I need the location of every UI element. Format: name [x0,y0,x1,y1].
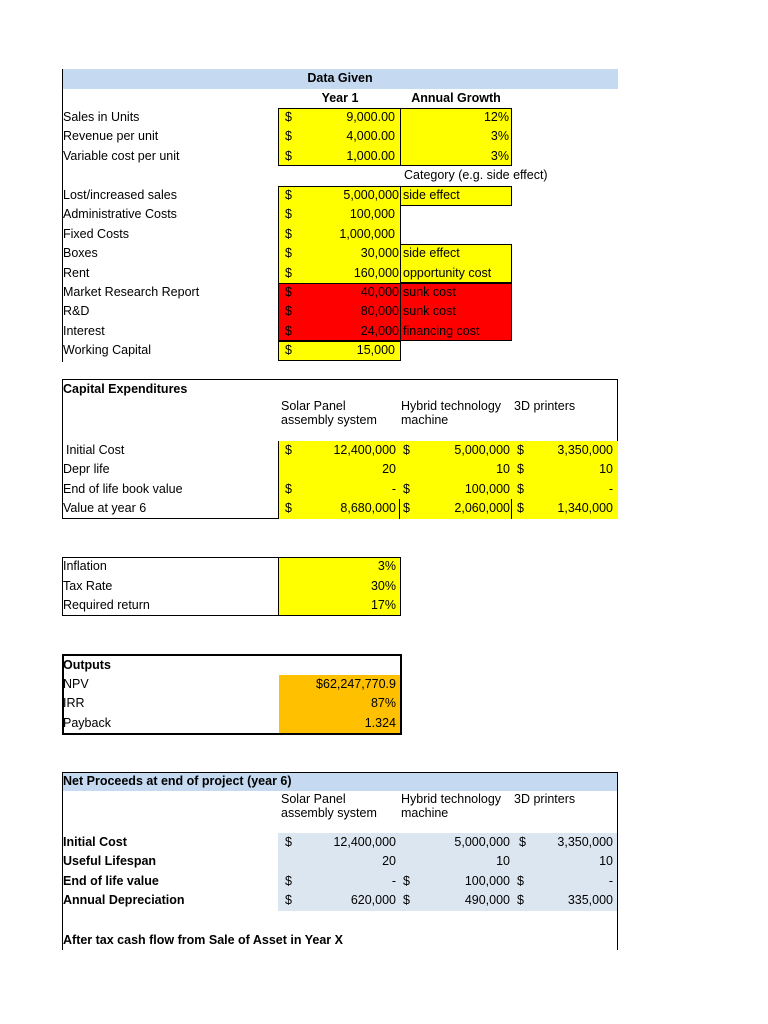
np-row-label: Useful Lifespan [63,854,157,868]
dollar-sign: $ [519,835,526,849]
net-proceeds-title: Net Proceeds at end of project (year 6) [63,774,292,788]
np-v2[interactable]: 5,000,000 [454,835,510,849]
category-value[interactable]: sunk cost [403,304,456,318]
dollar-sign: $ [285,227,292,241]
cost-value[interactable]: 40,000 [360,285,399,299]
dollar-sign: $ [285,501,292,515]
capex-v1[interactable]: 20 [382,462,396,476]
np-v1[interactable]: 12,400,000 [333,835,396,849]
dollar-sign: $ [285,443,292,457]
capex-v3[interactable]: 3,350,000 [557,443,613,457]
category-value[interactable]: side effect [403,246,460,260]
dollar-sign: $ [403,443,410,457]
category-value[interactable]: sunk cost [403,285,456,299]
capex-col2-header: Hybrid technology machine [401,399,502,427]
dollar-sign: $ [517,443,524,457]
output-label: IRR [63,696,85,710]
np-v3[interactable]: 10 [599,854,613,868]
np-v2[interactable]: 10 [496,854,510,868]
np-v3[interactable]: 335,000 [567,893,613,907]
rate-label: Required return [63,598,150,612]
year1-value[interactable]: 4,000.00 [346,129,395,143]
cost-value[interactable]: 160,000 [353,266,399,280]
dollar-sign: $ [285,324,292,338]
year1-value[interactable]: 1,000.00 [346,149,395,163]
capex-v3[interactable]: 1,340,000 [557,501,613,515]
category-value[interactable]: opportunity cost [403,266,492,280]
np-v3[interactable]: 3,350,000 [557,835,613,849]
dollar-sign: $ [403,874,410,888]
net-proceeds-right-border [617,772,618,950]
dollar-sign: $ [403,501,410,515]
dollar-sign: $ [285,482,292,496]
dollar-sign: $ [403,482,410,496]
cost-value[interactable]: 100,000 [349,207,395,221]
dollar-sign: $ [517,462,524,476]
capex-row-label: Depr life [63,462,110,476]
category-value[interactable]: side effect [403,188,460,202]
dollar-sign: $ [285,188,292,202]
np-row-label: Initial Cost [63,835,127,849]
row-label: Market Research Report [63,285,200,299]
row-label: Fixed Costs [63,227,129,241]
cost-value[interactable]: 5,000,000 [343,188,399,202]
dollar-sign: $ [285,285,292,299]
year1-value[interactable]: 9,000.00 [346,110,395,124]
np-v2[interactable]: 100,000 [464,874,510,888]
dollar-sign: $ [285,110,292,124]
np-row-label: End of life value [63,874,159,888]
capex-divider [278,441,279,519]
np-col3-header: 3D printers [514,792,576,806]
rate-value[interactable]: 30% [370,579,396,593]
outputs-title: Outputs [63,658,111,672]
col-growth-header: Annual Growth [411,91,501,105]
capex-v1[interactable]: - [391,482,396,496]
row-label: R&D [63,304,90,318]
rate-label: Tax Rate [63,579,113,593]
cost-value[interactable]: 30,000 [360,246,399,260]
capex-title: Capital Expenditures [63,382,188,396]
np-v1[interactable]: 20 [382,854,396,868]
dollar-sign: $ [285,343,292,357]
capex-v3[interactable]: - [608,482,613,496]
capex-v2[interactable]: 10 [496,462,510,476]
rate-value[interactable]: 3% [377,559,396,573]
capex-divider [399,499,400,519]
capex-col1-header: Solar Panel assembly system [281,399,377,427]
dollar-sign: $ [285,149,292,163]
growth-value[interactable]: 12% [483,110,509,124]
dollar-sign: $ [285,874,292,888]
dollar-sign: $ [403,893,410,907]
dollar-sign: $ [285,207,292,221]
np-v2[interactable]: 490,000 [464,893,510,907]
row-label: Working Capital [63,343,152,357]
capex-v3[interactable]: 10 [599,462,613,476]
capex-v1[interactable]: 12,400,000 [333,443,396,457]
np-footer-label: After tax cash flow from Sale of Asset in Year X [63,933,343,947]
category-value[interactable]: financing cost [403,324,480,338]
capex-row-label: Initial Cost [66,443,125,457]
np-col1-header: Solar Panel assembly system [281,792,377,820]
dollar-sign: $ [285,835,292,849]
row-label: Boxes [63,246,98,260]
np-col2-header: Hybrid technology machine [401,792,502,820]
irr-value[interactable]: 87% [370,696,396,710]
growth-value[interactable]: 3% [490,129,509,143]
dollar-sign: $ [285,266,292,280]
np-row-label: Annual Depreciation [63,893,185,907]
capex-v1[interactable]: 8,680,000 [340,501,396,515]
row-label: Variable cost per unit [63,149,180,163]
dollar-sign: $ [285,246,292,260]
row-label: Administrative Costs [63,207,177,221]
data-given-title: Data Given [307,71,373,85]
dollar-sign: $ [285,893,292,907]
output-label: Payback [63,716,111,730]
col-category-header: Category (e.g. side effect) [404,168,548,182]
capex-col3-header: 3D printers [514,399,576,413]
col-year1-header: Year 1 [321,91,359,105]
cost-value[interactable]: 24,000 [360,324,399,338]
npv-value[interactable]: $62,247,770.9 [316,677,396,691]
dollar-sign: $ [517,893,524,907]
payback-value[interactable]: 1.324 [364,716,396,730]
row-label: Lost/increased sales [63,188,177,202]
row-label: Rent [63,266,90,280]
np-v1[interactable]: - [391,874,396,888]
row-label: Sales in Units [63,110,140,124]
rate-value[interactable]: 17% [370,598,396,612]
dollar-sign: $ [285,129,292,143]
dollar-sign: $ [517,874,524,888]
cost-value[interactable]: 1,000,000 [339,227,395,241]
output-label: NPV [63,677,89,691]
dollar-sign: $ [517,482,524,496]
rate-label: Inflation [63,559,107,573]
np-v1[interactable]: 620,000 [350,893,396,907]
row-label: Revenue per unit [63,129,159,143]
growth-value[interactable]: 3% [490,149,509,163]
capex-v2[interactable]: 2,060,000 [454,501,510,515]
np-v3[interactable]: - [608,874,613,888]
row-label: Interest [63,324,105,338]
cost-value[interactable]: 15,000 [356,343,395,357]
capex-row-label: Value at year 6 [63,501,147,515]
dollar-sign: $ [517,501,524,515]
dollar-sign: $ [285,304,292,318]
cost-value[interactable]: 80,000 [360,304,399,318]
rates-divider [278,557,279,616]
capex-row-label: End of life book value [63,482,183,496]
capex-v2[interactable]: 5,000,000 [454,443,510,457]
capex-v2[interactable]: 100,000 [464,482,510,496]
